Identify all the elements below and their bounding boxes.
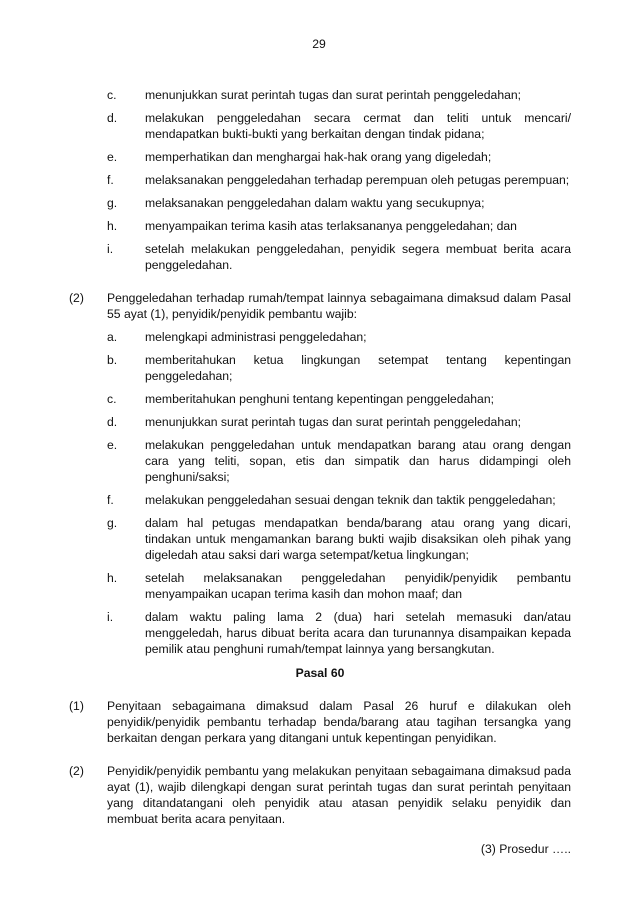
article-title: Pasal 60 bbox=[295, 666, 345, 680]
list-item: f. melakukan penggeledahan sesuai dengan teknik dan taktik penggeledahan; bbox=[107, 493, 556, 507]
next-page-reference: (3) Prosedur ….. bbox=[480, 842, 571, 856]
list-item: f. melaksanakan penggeledahan terhadap perempuan oleh petugas perempuan; bbox=[107, 173, 570, 187]
list-item: a. melengkapi administrasi penggeledahan; bbox=[107, 330, 367, 344]
continued-list bbox=[69, 87, 571, 273]
list-item: g. melaksanakan penggeledahan dalam waktu yang secukupnya; bbox=[107, 196, 485, 210]
paragraph-marker: (2) bbox=[69, 291, 84, 305]
page-number: 29 bbox=[312, 37, 326, 51]
list-item: g. dalam hal petugas mendapatkan benda/barang atau orang yang dicari, tindakan untuk mengamankan barang bukti wajib disaksikan oleh pihak yang digeledah atau saksi dari warga setempat/ketua lingkungan; bbox=[107, 516, 571, 562]
list-item: c. memberitahukan penghuni tentang kepentingan penggeledahan; bbox=[107, 392, 494, 406]
list-item: h. menyampaikan terima kasih atas terlaksananya penggeledahan; dan bbox=[107, 219, 517, 233]
paragraph-marker: (2) bbox=[69, 764, 84, 778]
list-item: c. menunjukkan surat perintah tugas dan surat perintah penggeledahan; bbox=[107, 88, 522, 102]
list-item: e. memperhatikan dan menghargai hak-hak orang yang digeledah; bbox=[107, 150, 492, 164]
list-item: i. setelah melakukan penggeledahan, penyidik segera membuat berita acara penggeledahan. bbox=[107, 242, 571, 272]
sub-list bbox=[107, 329, 571, 657]
paragraph-marker: (1) bbox=[69, 699, 84, 713]
paragraph-2 bbox=[69, 290, 571, 657]
article-paragraph bbox=[69, 763, 571, 827]
list-item: h. setelah melaksanakan penggeledahan penyidik/penyidik pembantu menyampaikan ucapan terima kasih dan mohon maaf; dan bbox=[107, 571, 571, 601]
list-item: d. melakukan penggeledahan secara cermat dan teliti untuk mencari/ mendapatkan bukti-bukti yang berkaitan dengan tindak pidana; bbox=[107, 111, 571, 141]
document-body bbox=[69, 87, 571, 857]
list-item: i. dalam waktu paling lama 2 (dua) hari setelah memasuki dan/atau menggeledah, harus dibuat berita acara dan turunannya disampaikan kepada pemilik atau penghuni rumah/tempat lainnya yang bersangkutan. bbox=[107, 610, 571, 656]
list-item: e. melakukan penggeledahan untuk mendapatkan barang atau orang dengan cara yang teliti, sopan, etis dan simpatik dan harus didampingi oleh penghuni/saksi; bbox=[107, 438, 571, 484]
paragraph-text: Penyitaan sebagaimana dimaksud dalam Pasal 26 huruf e dilakukan oleh penyidik/penyidik pembantu terhadap benda/barang atau tagihan tersangka yang berkaitan dengan perkara yang ditangani untuk kepentingan penyidikan. bbox=[107, 699, 571, 745]
list-item: d. menunjukkan surat perintah tugas dan surat perintah penggeledahan; bbox=[107, 415, 522, 429]
article-paragraph bbox=[69, 698, 571, 746]
paragraph-text: Penggeledahan terhadap rumah/tempat lainnya sebagaimana dimaksud dalam Pasal 55 ayat (1), penyidik/penyidik pembantu wajib: bbox=[107, 291, 571, 321]
list-item: b. memberitahukan ketua lingkungan setempat tentang kepentingan penggeledahan; bbox=[107, 353, 571, 383]
paragraph-text: Penyidik/penyidik pembantu yang melakukan penyitaan sebagaimana dimaksud pada ayat (1), wajib dilengkapi dengan surat perintah tugas dan surat perintah penyitaan yang ditandatangani oleh penyidik atau atasan penyidik selaku penyidik dan membuat berita acara penyitaan. bbox=[107, 764, 571, 826]
